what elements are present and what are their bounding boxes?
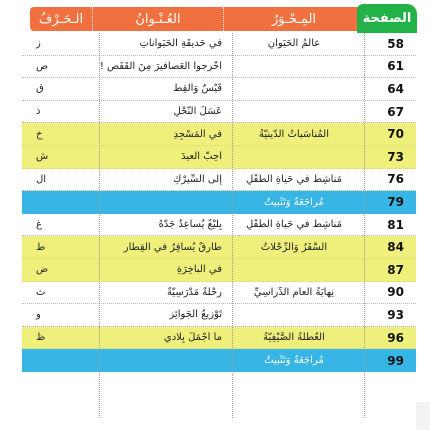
row-axis: العُطْلَةُ الصَّيْفِيَّةُ	[263, 332, 325, 344]
row-page-number: 96	[387, 330, 404, 345]
table-row[interactable]	[22, 146, 416, 169]
table-row[interactable]	[22, 282, 416, 305]
row-letter: ص	[36, 60, 49, 72]
row-title: إِلى السِّيرْكِ	[173, 173, 222, 185]
row-page-number: 73	[387, 149, 404, 164]
row-title: قَيْسٌ وَالقِطُّ	[173, 83, 222, 95]
row-title: طارِقٌ يُسافِرُ في القِطارِ	[123, 241, 222, 253]
row-letter: غ	[36, 219, 42, 231]
row-letter: و	[36, 309, 41, 321]
row-page-number: 93	[387, 307, 404, 322]
row-page-number: 84	[387, 240, 404, 255]
row-axis: عالَمُ الحَيَوانِ	[267, 38, 321, 50]
row-letter: ط	[36, 241, 46, 253]
row-title: عَسَلُ النَّحْلِ	[173, 106, 222, 118]
row-page-number: 90	[387, 285, 404, 300]
row-page-number: 87	[387, 262, 404, 277]
header-title: العُـنْـوانُ	[92, 7, 224, 31]
row-title: بِلَيْغٌ يُساعِدُ جَدَّهُ	[158, 219, 222, 231]
row-axis: المُناسَباتُ الدّينيَّةُ	[259, 128, 329, 140]
table-row[interactable]	[22, 78, 416, 101]
table-of-contents	[22, 4, 416, 372]
row-page-number: 58	[387, 36, 404, 51]
row-letter: ز	[36, 38, 41, 50]
table-row[interactable]	[22, 56, 416, 79]
table-row[interactable]	[22, 236, 416, 259]
row-title: رِحْلَةٌ مَدْرَسِيَّةٌ	[166, 286, 222, 298]
row-page-number: 61	[387, 59, 404, 74]
row-page-number: 99	[387, 353, 404, 368]
row-axis: مَناشِطُ في حَياةِ الطِّفْلِ	[245, 219, 343, 231]
row-axis: مُراجَعَةٌ وَتَثْبيتٌ	[264, 355, 324, 367]
row-axis: السَّفَرُ وَالرِّحْلاتُ	[260, 241, 328, 253]
row-letter: ظ	[36, 332, 46, 344]
row-letter: ال	[36, 173, 47, 185]
row-axis: مَناشِطُ في حَياةِ الطِّفْلِ	[245, 173, 343, 185]
table-row[interactable]	[22, 327, 416, 350]
table-row[interactable]	[22, 191, 416, 214]
table-row[interactable]	[22, 33, 416, 56]
column-divider	[232, 33, 233, 418]
table-row[interactable]	[22, 349, 416, 372]
row-letter: ق	[36, 83, 44, 95]
header-letter: الـحَـرْفُ	[38, 11, 84, 27]
column-divider	[99, 33, 100, 418]
header-page-tab: الصفحة	[357, 4, 417, 33]
header-axis: المِـحْـوَرُ	[271, 11, 317, 27]
row-page-number: 79	[387, 195, 404, 210]
toc-rows	[22, 33, 416, 372]
table-row[interactable]	[22, 214, 416, 237]
table-row[interactable]	[22, 259, 416, 282]
row-page-number: 81	[387, 217, 404, 232]
row-axis: مُراجَعَةٌ وَتَثْبيتٌ	[264, 196, 324, 208]
table-row[interactable]	[22, 304, 416, 327]
row-letter: ث	[36, 286, 46, 298]
row-page-number: 67	[387, 104, 404, 119]
table-row[interactable]	[22, 101, 416, 124]
row-page-number: 76	[387, 172, 404, 187]
row-letter: ذ	[36, 106, 41, 118]
table-row[interactable]	[22, 169, 416, 192]
row-axis: نِهايَةُ العامِ الدِّراسِيِّ	[253, 286, 335, 298]
row-title: تَوْزيعُ الجَوائِزِ	[169, 309, 222, 321]
row-letter: خ	[36, 128, 43, 140]
column-divider	[364, 33, 365, 418]
row-letter: ش	[36, 151, 49, 163]
table-header	[22, 4, 416, 33]
row-title: أُحِبُّ العيدَ	[181, 151, 222, 163]
header-bar	[30, 7, 364, 31]
row-title: في حَديقَةِ الحَيَواناتِ	[139, 38, 222, 50]
row-page-number: 70	[387, 127, 404, 142]
row-title: أَخْرِجوا العَصافيرَ مِنَ القَفَصِ !	[99, 60, 222, 72]
row-title: ما أَجْمَلَ بِلادي	[163, 332, 222, 344]
row-title: في الباخِرَةِ	[176, 264, 222, 276]
row-page-number: 64	[387, 81, 404, 96]
table-row[interactable]	[22, 123, 416, 146]
row-title: في المَسْجِدِ	[173, 128, 222, 140]
row-letter: ض	[36, 264, 49, 276]
page-edge	[416, 402, 430, 430]
